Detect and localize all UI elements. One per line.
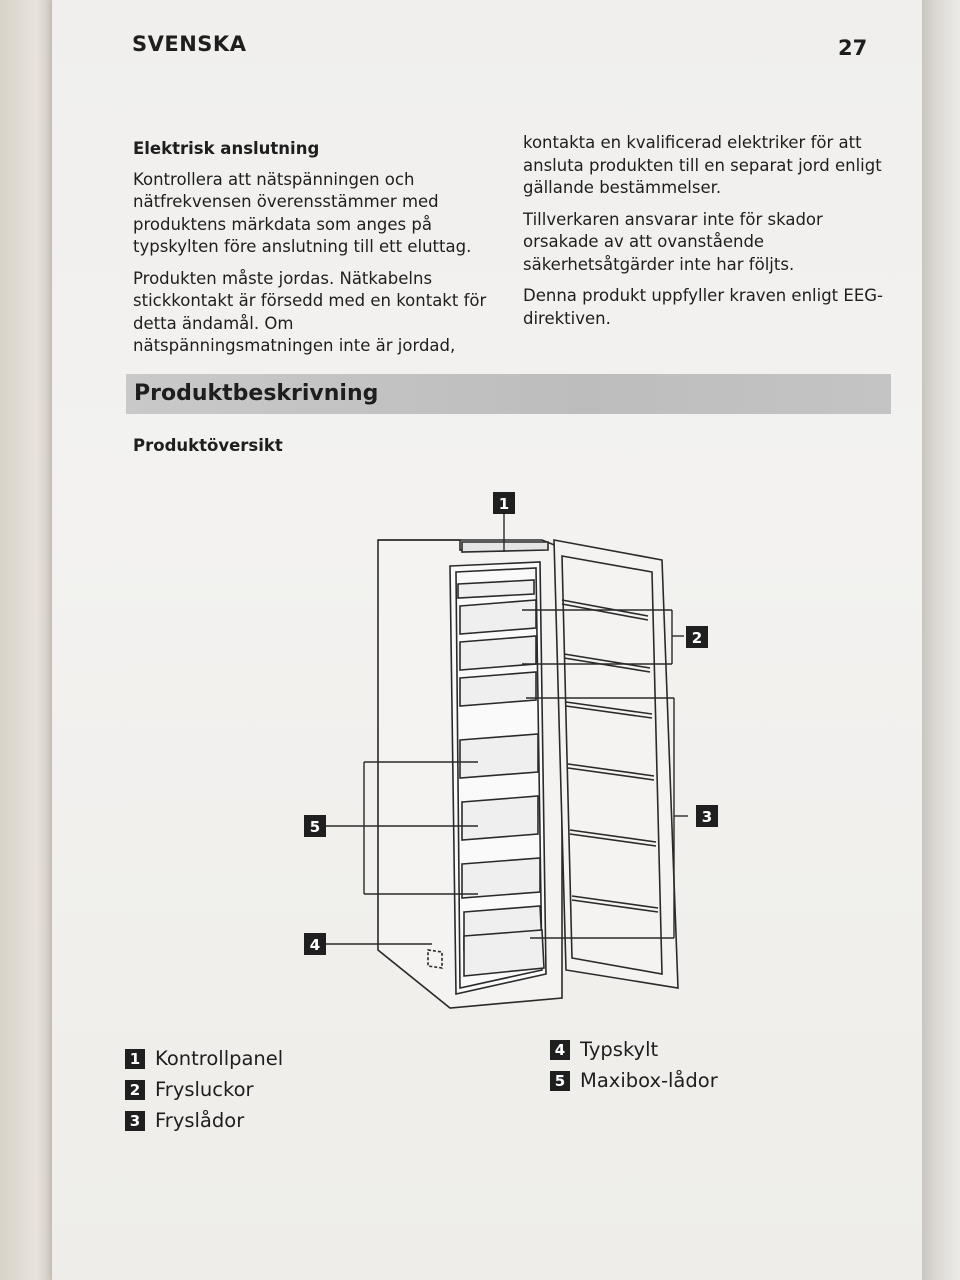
legend-left <box>125 1043 283 1136</box>
text-column-left <box>133 138 493 367</box>
paragraph: Tillverkaren ansvarar inte för skador orsakade av att ovanstående säkerhetsåtgärder inte har följts. <box>523 209 823 274</box>
section-title: Produktbeskrivning <box>134 381 379 406</box>
svg-text:2: 2 <box>691 629 703 647</box>
legend-number: 1 <box>125 1049 145 1069</box>
paragraph: Denna produkt uppfyller kraven enligt EEG-direktiven. <box>523 286 883 328</box>
freezer-diagram <box>290 488 730 1018</box>
legend-item <box>550 1034 718 1065</box>
legend-label: Kontrollpanel <box>155 1047 284 1070</box>
callout-1 <box>493 492 515 514</box>
callout-2 <box>686 626 708 648</box>
legend-item <box>125 1105 283 1136</box>
legend-label: Frysluckor <box>155 1078 254 1101</box>
text-column-right <box>523 132 893 339</box>
legend-label: Maxibox-lådor <box>580 1069 718 1092</box>
callout-3 <box>696 805 718 827</box>
section-heading-electrical: Elektrisk anslutning <box>133 139 320 158</box>
legend-right <box>550 1034 718 1096</box>
legend-label: Typskylt <box>580 1038 659 1061</box>
legend-label: Fryslådor <box>155 1109 245 1132</box>
language-header: SVENSKA <box>132 32 247 56</box>
legend-item <box>125 1074 283 1105</box>
legend-number: 3 <box>125 1111 145 1131</box>
svg-text:3: 3 <box>701 808 713 826</box>
legend-number: 2 <box>125 1080 145 1100</box>
binding-edge <box>0 0 52 1280</box>
legend-item <box>550 1065 718 1096</box>
subsection-title: Produktöversikt <box>133 436 283 455</box>
paragraph: kontakta en kvalificerad elektriker för att ansluta produkten till en separat jord enligt gällande bestämmelser. <box>523 133 882 197</box>
legend-number: 5 <box>550 1071 570 1091</box>
page-edge <box>922 0 960 1280</box>
svg-text:1: 1 <box>498 495 510 513</box>
svg-text:5: 5 <box>309 818 321 836</box>
callout-4 <box>304 933 326 955</box>
legend-number: 4 <box>550 1040 570 1060</box>
legend-item <box>125 1043 283 1074</box>
callout-5 <box>304 815 326 837</box>
paragraph: Kontrollera att nätspänningen och nätfrekvensen överensstämmer med produktens märkdata som anges på typskylten före anslutning till ett eluttag. <box>133 169 472 256</box>
page-number: 27 <box>838 36 868 60</box>
paragraph: Produkten måste jordas. Nätkabelns stickkontakt är försedd med en kontakt för detta ändamål. Om nätspänningsmatningen inte är jordad, <box>133 268 487 355</box>
svg-text:4: 4 <box>309 936 321 954</box>
